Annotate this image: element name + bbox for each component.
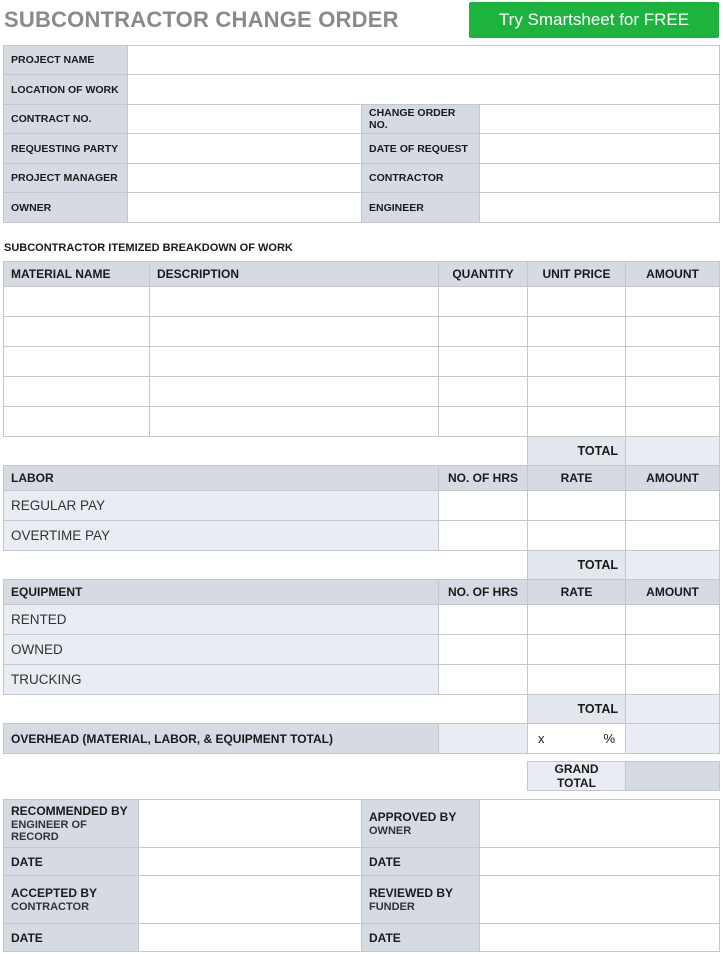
owned-label: OWNED <box>4 635 439 665</box>
change-order-no-label: CHANGE ORDER NO. <box>362 105 480 134</box>
date-field[interactable] <box>139 848 362 876</box>
equipment-hrs-cell[interactable] <box>439 665 528 695</box>
material-name-cell[interactable] <box>4 377 150 407</box>
amount-cell[interactable] <box>626 377 720 407</box>
grand-total-label: GRAND TOTAL <box>528 762 626 791</box>
equipment-hrs-header: NO. OF HRS <box>439 580 528 605</box>
project-name-field[interactable] <box>128 46 720 75</box>
labor-hrs-cell[interactable] <box>439 491 528 521</box>
equipment-rate-cell[interactable] <box>528 605 626 635</box>
recommended-by-title: RECOMMENDED BY <box>11 804 128 818</box>
overhead-amount-field[interactable] <box>626 724 720 754</box>
accepted-by-field[interactable] <box>139 876 362 924</box>
labor-header: LABOR <box>4 466 439 491</box>
owner-field[interactable] <box>128 193 362 223</box>
reviewed-by-label <box>362 876 480 924</box>
material-name-cell[interactable] <box>4 407 150 437</box>
spacer <box>4 437 528 466</box>
equipment-rate-cell[interactable] <box>528 635 626 665</box>
project-manager-field[interactable] <box>128 164 362 193</box>
requesting-party-label: REQUESTING PARTY <box>4 134 128 164</box>
equipment-total-field[interactable] <box>626 695 720 724</box>
material-name-cell[interactable] <box>4 317 150 347</box>
reviewed-by-field[interactable] <box>480 876 720 924</box>
equipment-hrs-cell[interactable] <box>439 605 528 635</box>
contractor-subtitle: CONTRACTOR <box>11 901 90 913</box>
quantity-cell[interactable] <box>439 407 528 437</box>
project-manager-label: PROJECT MANAGER <box>4 164 128 193</box>
grand-total-field[interactable] <box>626 762 720 791</box>
date-label: DATE <box>4 924 139 952</box>
quantity-cell[interactable] <box>439 377 528 407</box>
labor-amount-header: AMOUNT <box>626 466 720 491</box>
spacer <box>4 695 528 724</box>
reviewed-by-title: REVIEWED BY <box>369 886 454 900</box>
material-total-label: TOTAL <box>528 437 626 466</box>
location-of-work-field[interactable] <box>128 75 720 105</box>
try-smartsheet-button[interactable]: Try Smartsheet for FREE <box>469 2 719 38</box>
unit-price-cell[interactable] <box>528 377 626 407</box>
overhead-percent-field[interactable] <box>528 724 626 754</box>
equipment-hrs-cell[interactable] <box>439 635 528 665</box>
equipment-rate-cell[interactable] <box>528 665 626 695</box>
amount-cell[interactable] <box>626 287 720 317</box>
requesting-party-field[interactable] <box>128 134 362 164</box>
unit-price-cell[interactable] <box>528 407 626 437</box>
date-field[interactable] <box>139 924 362 952</box>
material-total-field[interactable] <box>626 437 720 466</box>
material-name-header: MATERIAL NAME <box>4 262 150 287</box>
location-of-work-label: LOCATION OF WORK <box>4 75 128 105</box>
amount-cell[interactable] <box>626 407 720 437</box>
overhead-label: OVERHEAD (MATERIAL, LABOR, & EQUIPMENT TOTAL) <box>4 724 439 754</box>
labor-hrs-cell[interactable] <box>439 521 528 551</box>
breakdown-section-title: SUBCONTRACTOR ITEMIZED BREAKDOWN OF WORK <box>4 242 293 254</box>
overhead-x: x <box>538 731 545 746</box>
overhead-percent-sign: % <box>603 731 615 746</box>
labor-amount-cell[interactable] <box>626 491 720 521</box>
quantity-cell[interactable] <box>439 347 528 377</box>
material-row <box>4 317 720 347</box>
date-label: DATE <box>362 924 480 952</box>
labor-amount-cell[interactable] <box>626 521 720 551</box>
date-field[interactable] <box>480 924 720 952</box>
labor-rate-cell[interactable] <box>528 491 626 521</box>
material-row <box>4 347 720 377</box>
contract-no-field[interactable] <box>128 105 362 134</box>
date-of-request-field[interactable] <box>480 134 720 164</box>
material-row <box>4 287 720 317</box>
labor-hrs-header: NO. OF HRS <box>439 466 528 491</box>
description-header: DESCRIPTION <box>150 262 439 287</box>
labor-total-field[interactable] <box>626 551 720 580</box>
breakdown-table <box>3 261 720 791</box>
unit-price-cell[interactable] <box>528 287 626 317</box>
date-label: DATE <box>362 848 480 876</box>
material-name-cell[interactable] <box>4 287 150 317</box>
project-name-label: PROJECT NAME <box>4 46 128 75</box>
date-of-request-label: DATE OF REQUEST <box>362 134 480 164</box>
quantity-cell[interactable] <box>439 287 528 317</box>
change-order-no-field[interactable] <box>480 105 720 134</box>
equipment-amount-cell[interactable] <box>626 635 720 665</box>
approved-by-field[interactable] <box>480 800 720 848</box>
engineer-field[interactable] <box>480 193 720 223</box>
material-name-cell[interactable] <box>4 347 150 377</box>
funder-subtitle: FUNDER <box>369 901 415 913</box>
labor-total-label: TOTAL <box>528 551 626 580</box>
description-cell[interactable] <box>150 287 439 317</box>
recommended-by-label <box>4 800 139 848</box>
overtime-pay-label: OVERTIME PAY <box>4 521 439 551</box>
description-cell[interactable] <box>150 347 439 377</box>
owner-subtitle: OWNER <box>369 825 412 837</box>
contractor-label: CONTRACTOR <box>362 164 480 193</box>
recommended-by-field[interactable] <box>139 800 362 848</box>
equipment-amount-cell[interactable] <box>626 665 720 695</box>
contractor-field[interactable] <box>480 164 720 193</box>
signature-table <box>3 799 720 952</box>
regular-pay-label: REGULAR PAY <box>4 491 439 521</box>
material-row <box>4 377 720 407</box>
description-cell[interactable] <box>150 407 439 437</box>
project-info-table <box>3 45 720 223</box>
rented-label: RENTED <box>4 605 439 635</box>
amount-cell[interactable] <box>626 347 720 377</box>
amount-cell[interactable] <box>626 317 720 347</box>
quantity-header: QUANTITY <box>439 262 528 287</box>
overhead-base-field[interactable] <box>439 724 528 754</box>
equipment-total-label: TOTAL <box>528 695 626 724</box>
approved-by-title: APPROVED BY <box>369 810 457 824</box>
date-field[interactable] <box>480 848 720 876</box>
page-title: SUBCONTRACTOR CHANGE ORDER <box>4 7 399 32</box>
equipment-header: EQUIPMENT <box>4 580 439 605</box>
spacer <box>4 551 528 580</box>
contract-no-label: CONTRACT NO. <box>4 105 128 134</box>
date-label: DATE <box>4 848 139 876</box>
unit-price-header: UNIT PRICE <box>528 262 626 287</box>
spacer <box>4 762 528 791</box>
accepted-by-title: ACCEPTED BY <box>11 886 98 900</box>
accepted-by-label <box>4 876 139 924</box>
description-cell[interactable] <box>150 377 439 407</box>
quantity-cell[interactable] <box>439 317 528 347</box>
unit-price-cell[interactable] <box>528 347 626 377</box>
equipment-amount-header: AMOUNT <box>626 580 720 605</box>
labor-rate-header: RATE <box>528 466 626 491</box>
spacer <box>4 754 720 762</box>
equipment-rate-header: RATE <box>528 580 626 605</box>
owner-label: OWNER <box>4 193 128 223</box>
equipment-amount-cell[interactable] <box>626 605 720 635</box>
material-row <box>4 407 720 437</box>
trucking-label: TRUCKING <box>4 665 439 695</box>
description-cell[interactable] <box>150 317 439 347</box>
amount-header: AMOUNT <box>626 262 720 287</box>
engineer-label: ENGINEER <box>362 193 480 223</box>
labor-rate-cell[interactable] <box>528 521 626 551</box>
engineer-of-record-subtitle: ENGINEER OF RECORD <box>11 819 87 843</box>
unit-price-cell[interactable] <box>528 317 626 347</box>
approved-by-label <box>362 800 480 848</box>
